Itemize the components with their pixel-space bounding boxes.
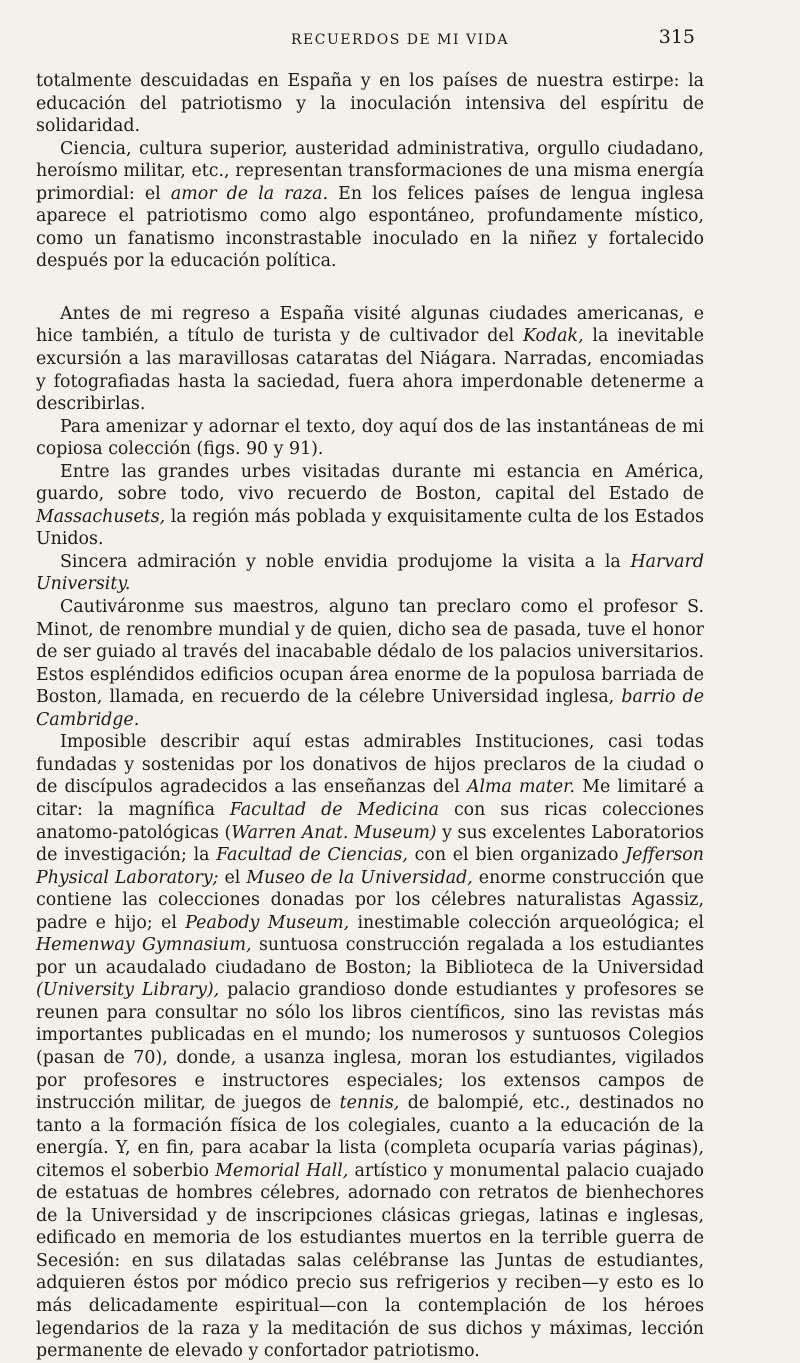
text-run: Ciencia, cultura superior, austeridad administrativa, orgullo ciudadano, heroísmo militar, etc., representan transformaciones de una misma energía primordial: el: [36, 138, 704, 204]
text-run: el: [218, 867, 247, 888]
italic-text: amor de la raza.: [170, 183, 329, 204]
text-run: enorme construcción que contiene las colecciones donadas por los célebres naturalistas Agassiz, padre e hijo; el: [36, 867, 704, 933]
text-run: y sus excelentes Laboratorios de investigación; la: [36, 822, 704, 866]
text-run: totalmente descuidadas en España y en los países de nuestra estirpe: la educación del patriotismo y la inoculación intensiva del espíritu de solidaridad.: [36, 71, 704, 137]
italic-text: Warren Anat. Museum): [231, 822, 437, 843]
text-run: la región más poblada y exquisitamente culta de los Estados Unidos.: [36, 506, 704, 550]
italic-text: Jefferson Physical Laboratory;: [36, 845, 704, 888]
text-run: Para amenizar y adornar el texto, doy aquí dos de las instantáneas de mi copiosa colección (figs. 90 y 91).: [36, 416, 704, 460]
italic-text: Harvard University.: [36, 551, 704, 595]
text-run: Imposible describir aquí estas admirables Instituciones, casi todas fundadas y sostenidas por los donativos de hijos preclaros de la ciudad o de discípulos agradecidos a las enseñanzas del: [36, 732, 704, 798]
italic-text: Facultad de Medicina: [229, 799, 440, 820]
text-run: la inevitable excursión a las maravillosas cataratas del Niágara. Narradas, encomiadas y fotografiadas hasta la saciedad, fuera ahora imperdonable detenerme a describirlas.: [36, 326, 704, 415]
text-run: En los felices países de lengua inglesa aparece el patriotismo como algo espontáneo, profundamente místico, como un fanatismo inconstrastable inoculado en la niñez y fortalecido después por la educación política.: [36, 183, 704, 272]
paragraph: [36, 731, 704, 1362]
italic-text: Facultad de Ciencias,: [216, 845, 408, 866]
text-run: suntuosa construcción regalada a los estudiantes por un acaudalado ciudadano de Boston; la Biblioteca de la Universidad: [36, 935, 704, 978]
text-run: palacio grandioso donde estudiantes y profesores se reunen para consultar no sólo los libros científicos, sino las revistas más importantes publicadas en el mundo; los numerosos y suntuosos Colegios (pasan de 70), donde, a usanza inglesa, moran los estudiantes, vigilados por profesores e instructores especiales; los extensos campos de instrucción militar, de juegos de: [36, 980, 704, 1114]
text-run: de balompié, etc., destinados no tanto a la formación física de los colegiales, cuanto a la educación de la energía. Y, en fin, para acabar la lista (completa ocuparía varias páginas), citemos el soberbio: [36, 1093, 704, 1181]
running-head: [0, 26, 800, 56]
italic-text: Peabody Museum,: [185, 912, 350, 933]
text-run: Sincera admiración y noble envidia produjome la visita a la: [60, 551, 631, 572]
text-run: Cautiváronme sus maestros, alguno tan preclaro como el profesor S. Minot, de renombre mundial y de quien, dicho sea de pasada, tuve el honor de ser guiado al través del inacabable dédalo de los palacios universitarios. Estos espléndidos edificios ocupan área enorme de la populosa barriada de Boston, llamada, en recuerdo de la célebre Universidad inglesa,: [36, 597, 704, 708]
text-run: con sus ricas colecciones anatomo-patológicas (: [36, 799, 704, 843]
italic-text: Kodak,: [523, 326, 584, 347]
paragraph: [36, 596, 704, 731]
italic-text: Alma mater.: [466, 777, 576, 798]
paragraph: [36, 416, 704, 461]
text-run: con el bien organizado: [407, 845, 626, 866]
text-run: Me limitaré a citar: la magnífica: [36, 777, 705, 820]
italic-text: Memorial Hall,: [215, 1160, 349, 1181]
paragraph: [36, 70, 704, 138]
italic-text: tennis,: [339, 1093, 400, 1114]
text-run: inestimable colección arqueológica; el: [349, 912, 704, 933]
italic-text: (University Library),: [36, 980, 220, 1001]
italic-text: Hemenway Gymnasium,: [36, 935, 252, 956]
paragraph: [36, 461, 704, 551]
running-title: RECUERDOS DE MI VIDA: [291, 32, 509, 48]
body-text: [36, 70, 704, 1363]
paragraph: [36, 138, 704, 273]
paragraph: [36, 551, 704, 596]
italic-text: Massachusets,: [36, 506, 166, 527]
text-run: Antes de mi regreso a España visité algunas ciudades americanas, e hice también, a título de turista y de cultivador del: [36, 303, 704, 347]
paragraph: [36, 303, 704, 416]
page-number: 315: [658, 26, 695, 48]
text-run: artístico y monumental palacio cuajado de estatuas de hombres célebres, adornado con retratos de bienhechores de la Universidad y de inscripciones clásicas griegas, latinas e inglesas, edificado en memoria de los estudiantes muertos en la terrible guerra de Secesión: en sus dilatadas salas celébranse las Juntas de estudiantes, adquieren éstos por módico precio sus refrigerios y reciben—y esto es lo más delicadamente espiritual—con la contemplación de los héroes legendarios de la raza y la meditación de sus dichos y máximas, lección permanente de elevado y confortador patriotismo.: [36, 1160, 705, 1362]
italic-text: barrio de Cambridge.: [36, 687, 704, 730]
italic-text: Museo de la Universidad,: [246, 867, 473, 888]
text-run: Entre las grandes urbes visitadas durante mi estancia en América, guardo, sobre todo, vivo recuerdo de Boston, capital del Estado de: [36, 461, 704, 505]
